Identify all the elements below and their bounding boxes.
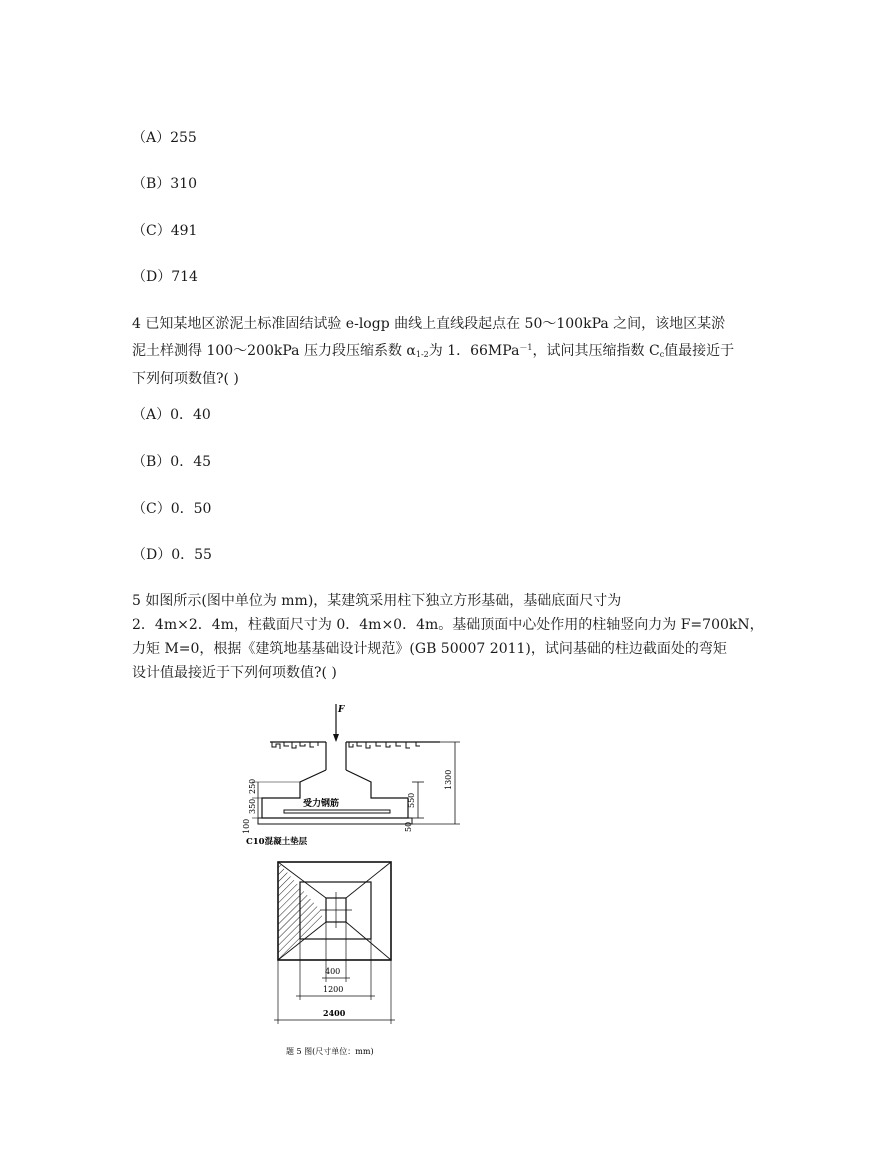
q5-line-4: 设计值最接近于下列何项数值?( ) xyxy=(132,665,337,681)
q4-line-1: 4 已知某地区淤泥土标准固结试验 e-logp 曲线上直线段起点在 50～100kPa 之间，该地区某淤 xyxy=(132,316,726,332)
q5-line-2: 2．4m×2．4m，柱截面尺寸为 0．4m×0．4m。基础顶面中心处作用的柱轴竖向力为 F=700kN， xyxy=(132,617,764,633)
dim-550: 550 xyxy=(407,792,416,808)
dim-250: 250 xyxy=(248,778,257,794)
dim-400: 400 xyxy=(325,967,341,976)
figure-caption: 题 5 图(尺寸单位：mm) xyxy=(286,1047,374,1056)
q4-stem xyxy=(132,312,772,391)
cushion-layer xyxy=(258,818,412,824)
force-arrowhead xyxy=(333,734,339,742)
rebar-label: 受力钢筋 xyxy=(303,799,340,809)
elevation-view xyxy=(252,704,460,824)
rebar xyxy=(284,810,390,813)
q3-option-d: （D）714 xyxy=(132,269,198,285)
q4-line-3: 下列何项数值?( ) xyxy=(132,371,239,387)
dim-100: 100 xyxy=(242,818,251,834)
foundation-figure xyxy=(230,695,490,1065)
q4-option-c: （C）0．50 xyxy=(132,501,212,517)
force-label: F xyxy=(338,705,345,715)
q4-option-a: （A）0．40 xyxy=(132,407,211,423)
dim-1200: 1200 xyxy=(323,985,344,994)
q4-option-d: （D）0．55 xyxy=(132,547,212,563)
ground-hatch-left xyxy=(270,742,326,749)
q5-stem xyxy=(132,589,772,685)
q3-option-c: （C）491 xyxy=(132,223,198,239)
plan-view xyxy=(274,862,395,1024)
q4-option-b: （B）0．45 xyxy=(132,454,212,470)
dim-50: 50 xyxy=(404,821,413,832)
cushion-label: C10混凝土垫层 xyxy=(246,837,308,847)
q4-line-2: 泥土样测得 100～200kPa 压力段压缩系数 $\alpha_{1-2}$为 1．66MPa$^{-1}$，试问其压缩指数 $C_c$值最接近于 xyxy=(132,343,735,359)
q5-line-1: 5 如图所示(图中单位为 mm)，某建筑采用柱下独立方形基础，基础底面尺寸为 xyxy=(132,593,622,609)
dim-350: 350 xyxy=(248,798,257,814)
q3-option-a: （A）255 xyxy=(132,130,197,146)
q5-line-3: 力矩 M=0，根据《建筑地基基础设计规范》(GB 50007 2011)，试问基础的柱边截面处的弯矩 xyxy=(132,641,727,657)
dim-2400: 2400 xyxy=(323,1008,346,1018)
dim-1300: 1300 xyxy=(444,769,453,790)
q3-option-b: （B）310 xyxy=(132,176,198,192)
ground-hatch-right xyxy=(346,742,440,748)
